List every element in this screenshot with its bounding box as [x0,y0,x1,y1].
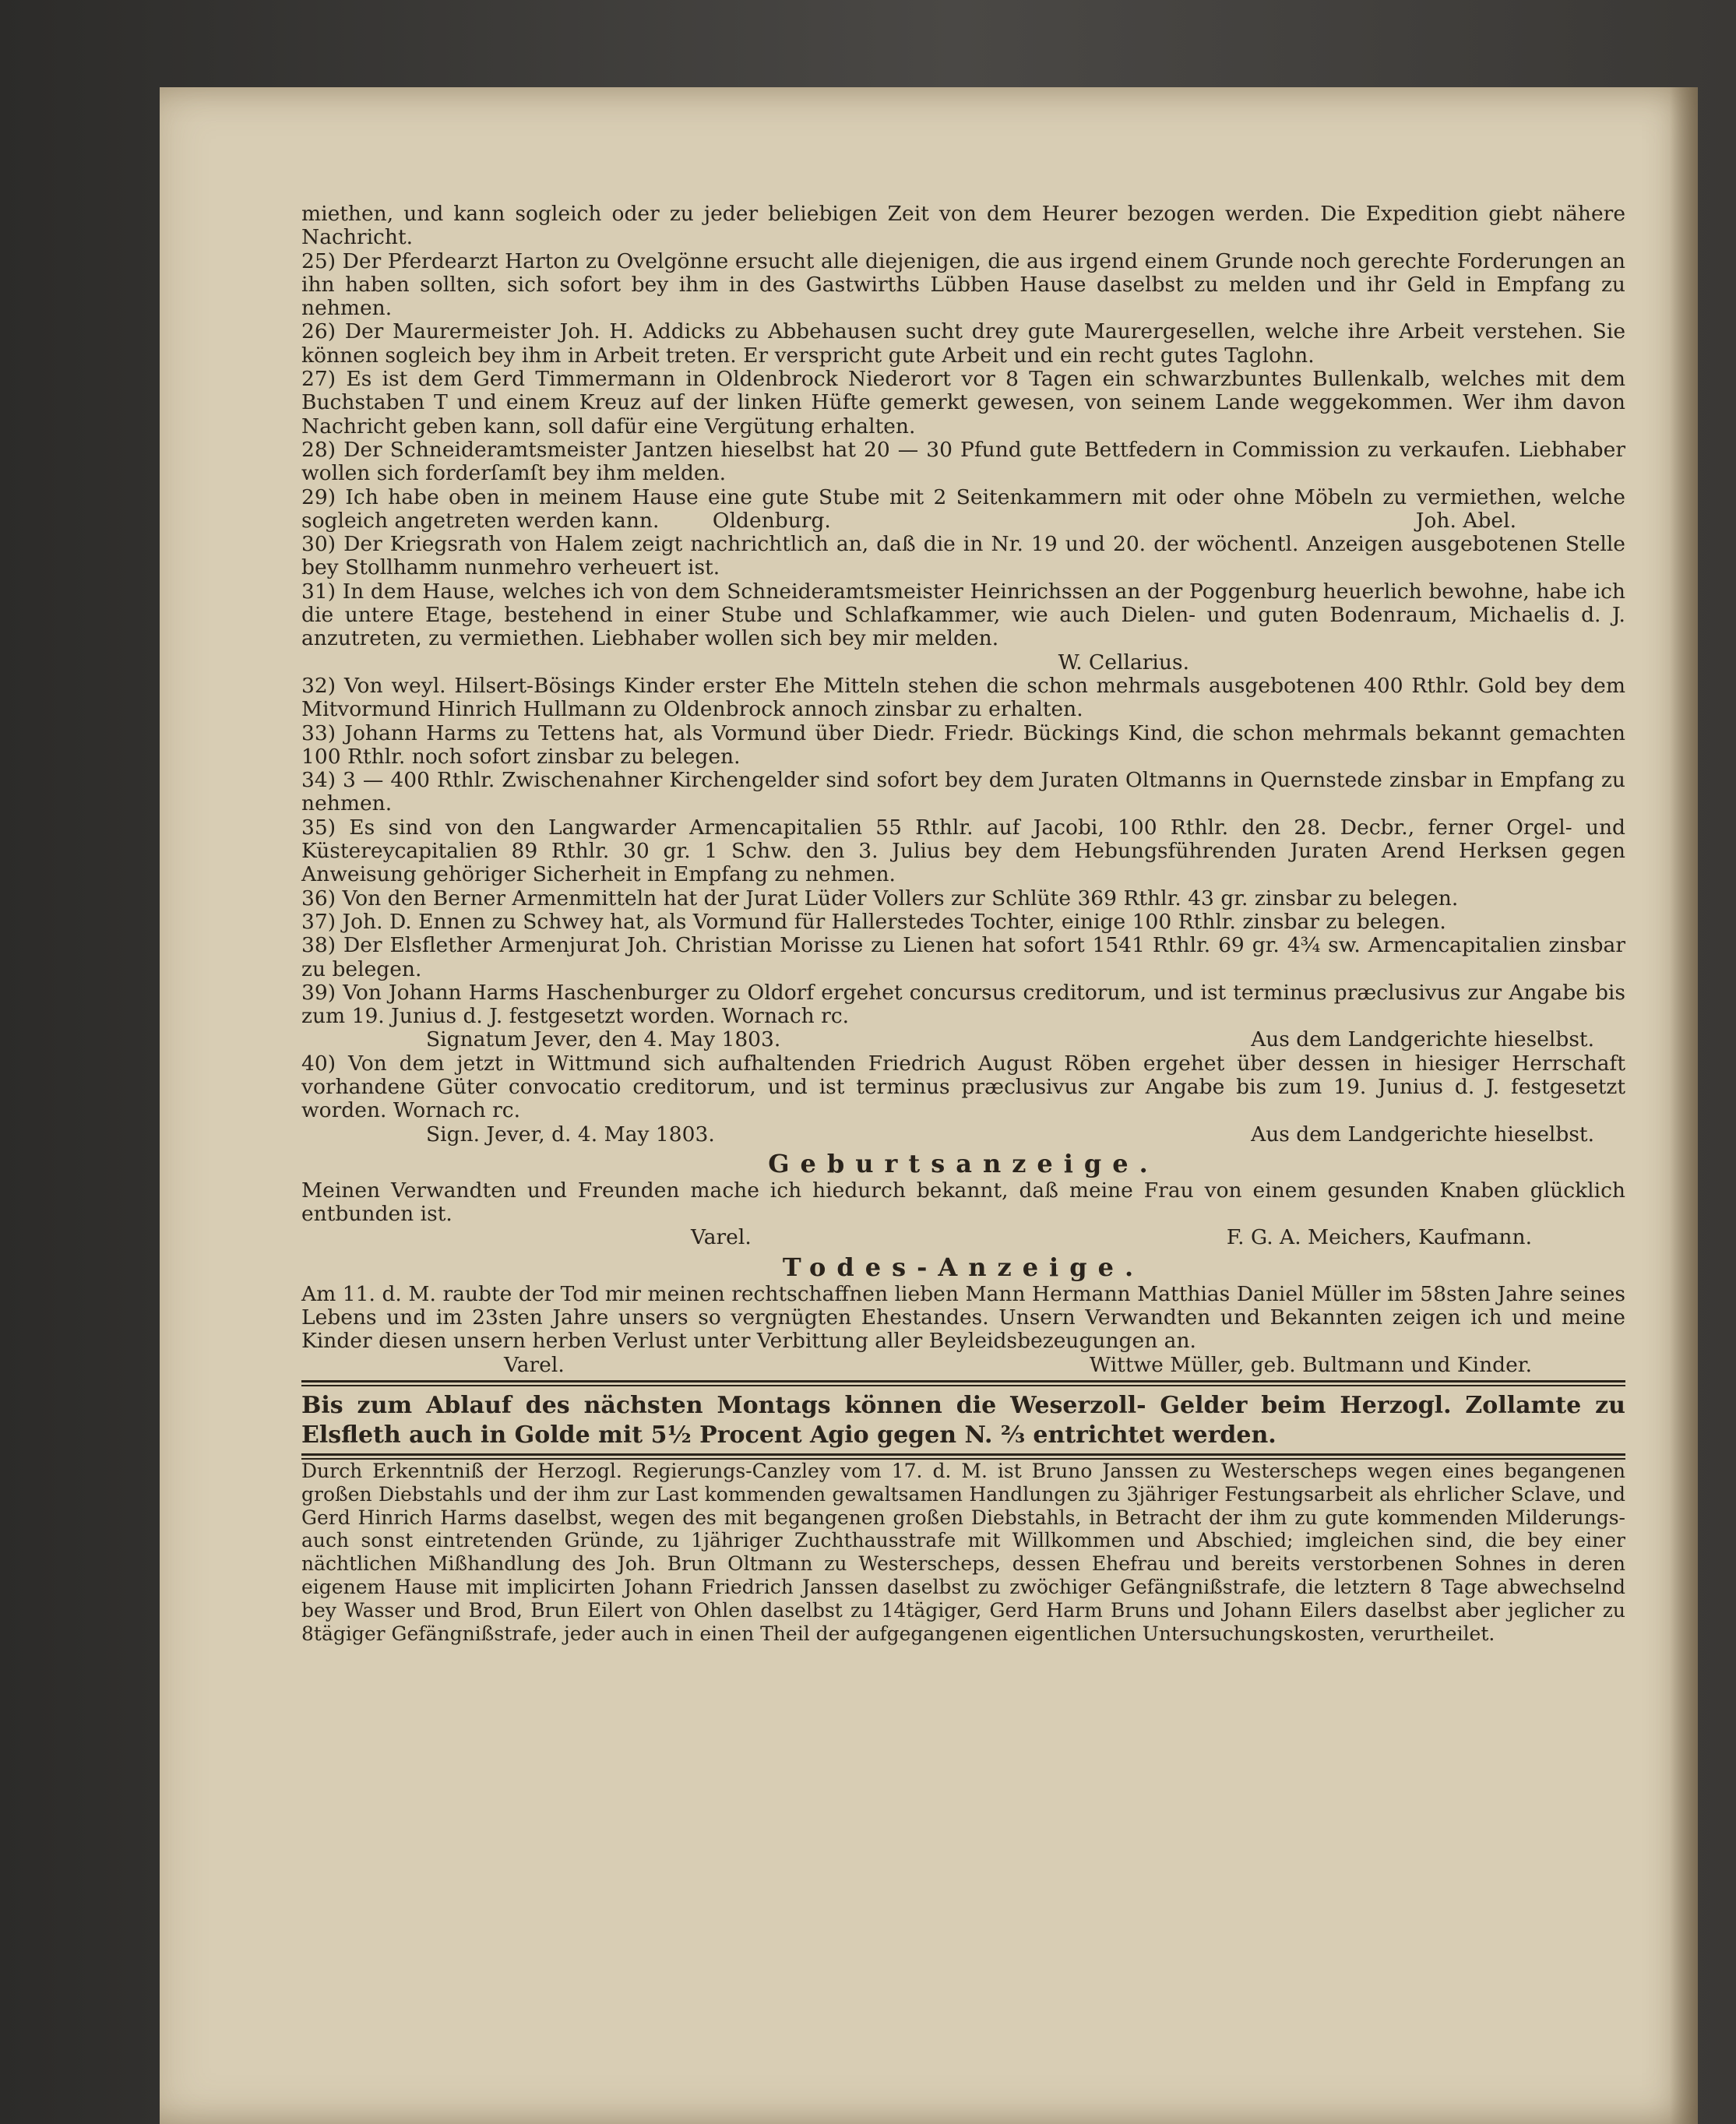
notice-39-signature [301,1028,1625,1051]
notice-35: 35) Es sind von den Langwarder Armencapitalien 55 Rthlr. auf Jacobi, 100 Rthlr. den 28. Decbr., ferner Orgel- und Küstereycapitalien 89 Rthlr. 30 gr. 1 Schw. den 3. Julius bey dem Hebungsführenden Juraten Arend Herksen gegen Anweisung gehöriger Sicherheit in Empfang zu nehmen. [301,815,1625,887]
death-announcement-signature [301,1354,1625,1377]
divider-rule-thin [301,1385,1625,1386]
newspaper-page [160,87,1698,2124]
divider-rule [301,1380,1625,1383]
notice-29-place: Oldenburg. [712,508,831,533]
opening-paragraph: miethen, und kann sogleich oder zu jeder beliebigen Zeit von dem Heurer bezogen werden. Die Expedition giebt nähere Nachricht. [301,202,1625,250]
notice-26: 26) Der Maurermeister Joh. H. Addicks zu Abbehausen sucht drey gute Maurergesellen, welche ihre Arbeit verstehen. Sie können sogleich bey ihm in Arbeit treten. Er verspricht gute Arbeit und ein recht gutes Taglohn. [301,319,1625,368]
notice-40-signature-left: Sign. Jever, d. 4. May 1803. [426,1122,715,1147]
divider-rule-lower [301,1453,1625,1456]
notice-27: 27) Es ist dem Gerd Timmermann in Oldenbrock Niederort vor 8 Tagen ein schwarzbuntes Bullenkalb, welches mit dem Buchstaben T und einem Kreuz auf der linken Hüfte gemerkt gewesen, von seinem Lande weggekommen. Wer ihm davon Nachricht geben kann, soll dafür eine Vergütung erhalten. [301,367,1625,439]
death-announcement-heading: Todes-Anzeige. [782,1252,1145,1282]
notice-39-signature-right: Aus dem Landgerichte hieselbst. [1251,1027,1594,1052]
notice-40-signature-right: Aus dem Landgerichte hieselbst. [1251,1122,1594,1147]
page-text [301,203,1625,1645]
birth-announcement-name: F. G. A. Meichers, Kaufmann. [1226,1225,1532,1250]
notice-38: 38) Der Elsflether Armenjurat Joh. Christian Morisse zu Lienen hat sofort 1541 Rthlr. 69 gr. 4¾ sw. Armencapitalien zinsbar zu belegen. [301,933,1625,981]
notice-31-signature: W. Cellarius. [1058,650,1189,675]
notice-30: 30) Der Kriegsrath von Halem zeigt nachrichtlich an, daß die in Nr. 19 und 20. der wöchentl. Anzeigen ausgebotenen Stelle bey Stollhamm nunmehro verheuert ist. [301,532,1625,580]
notice-40: 40) Von dem jetzt in Wittmund sich aufhaltenden Friedrich August Röben ergehet über dessen in hiesiger Herrschaft vorhandene Güter convocatio creditorum, und ist terminus præclusivus zur Angabe bis zum 19. Junius d. J. festgesetzt worden. Wornach rc. [301,1051,1625,1123]
notice-34: 34) 3 — 400 Rthlr. Zwischenahner Kirchengelder sind sofort bey dem Juraten Oltmanns in Quernstede zinsbar in Empfang zu nehmen. [301,768,1625,816]
page-gutter-shadow [1670,87,1698,2124]
notice-29 [301,486,1625,534]
death-announcement-text: Am 11. d. M. raubte der Tod mir meinen rechtschaffnen lieben Mann Hermann Matthias Daniel Müller im 58sten Jahre seines Lebens und im 23sten Jahre unsers so vergnügten Ehestandes. Unsern Verwandten und Bekannten zeigen ich und meine Kinder diesen unsern herben Verlust unter Verbittung aller Beyleidsbezeugungen an. [301,1281,1625,1354]
notice-29-text: 29) Ich habe oben in meinem Hause eine gute Stube mit 2 Seitenkammern mit oder ohne Möbeln zu vermiethen, welche sogleich angetreten werden kann. [301,484,1625,533]
death-announcement-name: Wittwe Müller, geb. Bultmann und Kinder. [1089,1352,1532,1377]
notice-32: 32) Von weyl. Hilsert-Bösings Kinder erster Ehe Mitteln stehen die schon mehrmals ausgebotenen 400 Rthlr. Gold bey dem Mitvormund Hinrich Hullmann zu Oldenbrock annoch zinsbar zu erhalten. [301,673,1625,722]
court-sentence-notice: Durch Erkenntniß der Herzogl. Regierungs-Canzley vom 17. d. M. ist Bruno Janssen zu Westerscheps wegen eines begangenen großen Diebstahls und der ihm zur Last kommenden gewaltsamen Handlungen zu 3jähriger Festungsarbeit als ehrlicher Sclave, und Gerd Hinrich Harms daselbst, wegen des mit begangenen großen Diebstahls, in Betracht der ihm zu gute kommenden Milderungs- auch sonst eintretenden Gründe, zu 1jähriger Zuchthausstrafe mit Willkommen und Abschied; imgleichen sind, die bey einer nächtlichen Mißhandlung des Joh. Brun Oltmann zu Westerscheps, dessen Ehefrau und bereits verstorbenen Sohnes in deren eigenem Hause mit implicirten Johann Friedrich Janssen daselbst zu zwöchiger Gefängnißstrafe, die letztern 8 Tage abwechselnd bey Wasser und Brod, Brun Eilert von Ohlen daselbst zu 14tägiger, Gerd Harm Bruns und Johann Eilers daselbst aber jeglicher zu 8tägiger Gefängnißstrafe, jeder auch in einen Theil der aufgegangenen eigentlichen Untersuchungskosten, verurtheilet. [301,1459,1625,1645]
notice-29-signature: Joh. Abel. [1415,508,1516,533]
notice-37: 37) Joh. D. Ennen zu Schwey hat, als Vormund für Hallerstedes Tochter, einige 100 Rthlr. zinsbar zu belegen. [301,909,1446,934]
notice-40-signature [301,1123,1625,1147]
notice-25: 25) Der Pferdearzt Harton zu Ovelgönne ersucht alle diejenigen, die aus irgend einem Grunde noch gerechte Forderungen an ihn haben sollten, sich sofort bey ihm in des Gastwirths Lübben Hause daselbst zu melden und ihr Geld in Empfang zu nehmen. [301,248,1625,321]
notice-39-signature-left: Signatum Jever, den 4. May 1803. [426,1027,781,1052]
notice-28: 28) Der Schneideramtsmeister Jantzen hieselbst hat 20 — 30 Pfund gute Bettfedern in Commission zu verkaufen. Liebhaber wollen sich forderſamſt bey ihm melden. [301,437,1625,486]
birth-announcement-heading: Geburtsanzeige. [768,1148,1159,1178]
customs-notice-banner: Bis zum Ablauf des nächsten Montags können die Weserzoll- Gelder beim Herzogl. Zollamte zu Elsfleth auch in Golde mit 5½ Procent Agio gegen N. ⅔ entrichtet werden. [301,1391,1625,1449]
notice-33: 33) Johann Harms zu Tettens hat, als Vormund über Diedr. Friedr. Bückings Kind, die schon mehrmals bekannt gemachten 100 Rthlr. noch sofort zinsbar zu belegen. [301,720,1625,769]
birth-announcement-text: Meinen Verwandten und Freunden mache ich hiedurch bekannt, daß meine Frau von einem gesunden Knaben glücklich entbunden ist. [301,1178,1625,1227]
birth-announcement-place: Varel. [691,1225,752,1250]
notice-36: 36) Von den Berner Armenmitteln hat der Jurat Lüder Vollers zur Schlüte 369 Rthlr. 43 gr. zinsbar zu belegen. [301,886,1459,911]
notice-31: 31) In dem Hause, welches ich von dem Schneideramtsmeister Heinrichssen an der Poggenburg heuerlich bewohne, habe ich die untere Etage, bestehend in einer Stube und Schlafkammer, wie auch Dielen- und guten Bodenraum, Michaelis d. J. anzutreten, zu vermiethen. Liebhaber wollen sich bey mir melden. [301,579,1625,651]
notice-39: 39) Von Johann Harms Haschenburger zu Oldorf ergehet concursus creditorum, und ist terminus præclusivus zur Angabe bis zum 19. Junius d. J. festgesetzt worden. Wornach rc. [301,980,1625,1029]
death-announcement-place: Varel. [504,1352,565,1377]
birth-announcement-signature [301,1226,1625,1249]
